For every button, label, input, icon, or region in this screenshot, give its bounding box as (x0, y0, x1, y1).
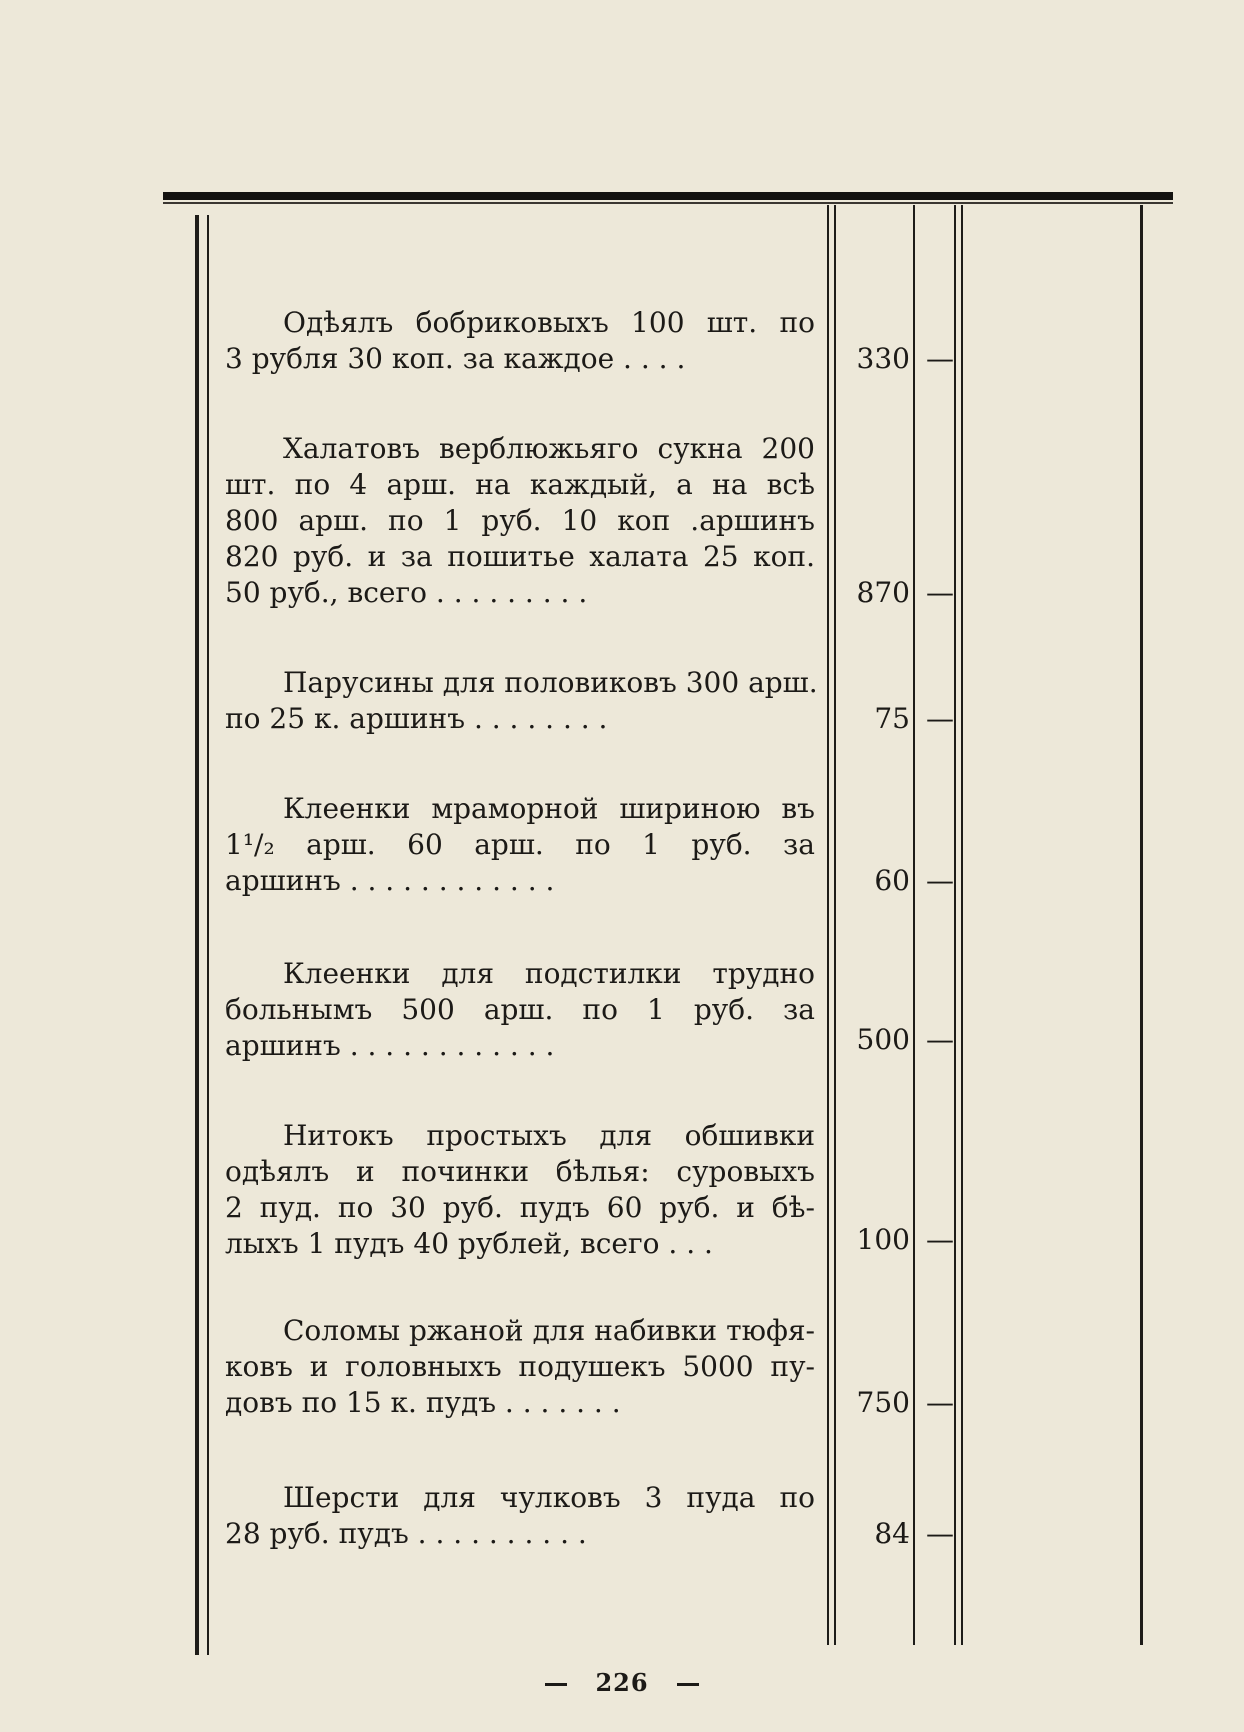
ledger-entry (225, 1118, 815, 1262)
ledger-entry (225, 431, 815, 611)
entry-rubles: 750 (856, 1386, 910, 1419)
page-number-dash-left (545, 1683, 567, 1686)
rubles-column-rule (913, 205, 915, 1645)
page-number (0, 1668, 1244, 1697)
entry-line: 820 руб. и за пошитье халата 25 коп. (225, 540, 815, 573)
page-number-dash-right (677, 1683, 699, 1686)
entry-rubles: 500 (856, 1023, 910, 1056)
entry-rubles: 60 (874, 864, 910, 897)
entry-line: Парусины для половиковъ 300 арш. (283, 666, 818, 699)
entry-line: Халатовъ верблюжьяго сукна 200 (283, 432, 815, 465)
entry-kopecks: — (926, 864, 954, 897)
top-rule (163, 192, 1173, 200)
ledger-entry (225, 956, 815, 1064)
description-column-rule (827, 205, 829, 1645)
entry-line: 3 рубля 30 коп. за каждое . . . . (225, 342, 686, 375)
entry-rubles: 100 (856, 1223, 910, 1256)
entry-line: 800 арш. по 1 руб. 10 коп .аршинъ (225, 504, 815, 537)
entry-line: 50 руб., всего . . . . . . . . . (225, 576, 588, 609)
page-number-value: 226 (595, 1668, 649, 1697)
entry-kopecks: — (926, 1517, 954, 1550)
entry-kopecks: — (926, 702, 954, 735)
entry-line: Нитокъ простыхъ для обшивки (283, 1119, 815, 1152)
entry-line: Соломы ржаной для набивки тюфя- (283, 1314, 815, 1347)
entry-line: Одѣялъ бобриковыхъ 100 шт. по (283, 306, 815, 339)
description-column-rule-inner (834, 205, 836, 1645)
entry-line: больнымъ 500 арш. по 1 руб. за (225, 993, 815, 1026)
entry-line: одѣялъ и починки бѣлья: суровыхъ (225, 1155, 815, 1188)
entry-line: Клеенки мраморной шириною въ (283, 792, 815, 825)
ledger-entry (225, 1480, 815, 1552)
ledger-entry (225, 1313, 815, 1421)
entry-rubles: 75 (874, 702, 910, 735)
entry-kopecks: — (926, 1023, 954, 1056)
entry-line: по 25 к. аршинъ . . . . . . . . (225, 702, 608, 735)
entry-kopecks: — (926, 1386, 954, 1419)
entry-line: аршинъ . . . . . . . . . . . . (225, 1029, 555, 1062)
entry-rubles: 84 (874, 1517, 910, 1550)
entry-line: ковъ и головныхъ подушекъ 5000 пу- (225, 1350, 815, 1383)
entry-line: аршинъ . . . . . . . . . . . . (225, 864, 555, 897)
ledger-entry (225, 665, 818, 737)
entry-line: 1¹/₂ арш. 60 арш. по 1 руб. за (225, 828, 815, 861)
entry-kopecks: — (926, 576, 954, 609)
left-border-line (195, 215, 199, 1655)
left-border-line-inner (207, 215, 209, 1655)
entry-kopecks: — (926, 342, 954, 375)
entry-rubles: 330 (856, 342, 910, 375)
entry-kopecks: — (926, 1223, 954, 1256)
entry-rubles: 870 (856, 576, 910, 609)
entry-line: довъ по 15 к. пудъ . . . . . . . (225, 1386, 621, 1419)
kopecks-column-rule (954, 205, 956, 1645)
ledger-entry (225, 305, 815, 377)
entry-line: лыхъ 1 пудъ 40 рублей, всего . . . (225, 1227, 713, 1260)
ledger-entry (225, 791, 815, 899)
entry-line: шт. по 4 арш. на каждый, а на всѣ (225, 468, 815, 501)
entry-line: 2 пуд. по 30 руб. пудъ 60 руб. и бѣ- (225, 1191, 815, 1224)
entry-line: Клеенки для подстилки трудно (283, 957, 815, 990)
top-rule-thin (163, 202, 1173, 204)
right-border-line (1140, 205, 1143, 1645)
entry-line: Шерсти для чулковъ 3 пуда по (283, 1481, 815, 1514)
kopecks-column-rule-inner (961, 205, 963, 1645)
entry-line: 28 руб. пудъ . . . . . . . . . . (225, 1517, 587, 1550)
